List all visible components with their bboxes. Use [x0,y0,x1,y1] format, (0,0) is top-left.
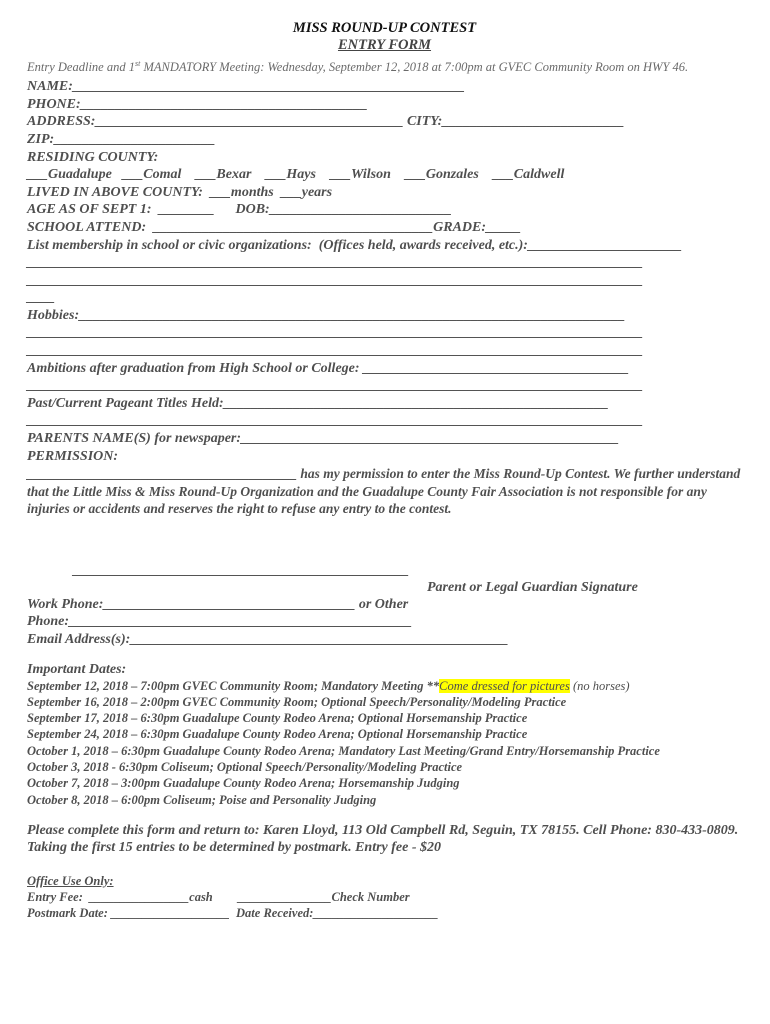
date-item-text: September 12, 2018 – 7:00pm GVEC Community Room; Mandatory Meeting ** [27,678,440,693]
hobbies-line[interactable]: ________________________________________________________________________________________ [27,343,643,359]
entry-fee-field[interactable]: Entry Fee: ________________cash _______________Check Number [27,889,410,904]
residing-county-label: RESIDING COUNTY: [27,149,159,165]
office-use-section [27,873,742,921]
date-item: October 7, 2018 – 3:00pm Guadalupe County Rodeo Arena; Horsemanship Judging [27,776,460,791]
work-phone-field[interactable]: Work Phone:____________________________________ or Other [27,596,409,612]
permission-label: PERMISSION: [27,448,119,464]
guardian-signature-caption: Parent or Legal Guardian Signature [427,579,638,595]
hobbies-line[interactable]: ________________________________________________________________________________________ [27,325,643,341]
membership-field[interactable]: List membership in school or civic organizations: (Offices held, awards received, etc.):______________________ [27,237,682,253]
pageant-titles-line[interactable]: ________________________________________________________________________________________ [27,413,643,429]
lived-in-county-field[interactable]: LIVED IN ABOVE COUNTY: ___months ___years [27,184,333,200]
pageant-titles-field[interactable]: Past/Current Pageant Titles Held:_______________________________________________________ [27,395,609,411]
important-dates [27,661,742,808]
date-item: October 1, 2018 – 6:30pm Guadalupe County Rodeo Arena; Mandatory Last Meeting/Grand Entry/Horsemanship Practice [27,743,660,758]
date-item-note: (no horses) [569,678,630,693]
date-item: October 8, 2018 – 6:00pm Coliseum; Poise and Personality Judging [27,792,377,807]
deadline-superscript: st [134,59,141,68]
other-phone-field[interactable]: Phone:_________________________________________________ [27,614,412,630]
parents-name-field[interactable]: PARENTS NAME(S) for newspaper:______________________________________________________ [27,431,620,447]
school-grade-field[interactable]: SCHOOL ATTEND: ________________________________________GRADE:_____ [27,219,522,235]
signature-area [27,562,742,596]
permission-statement: ________________________________________ has my permission to enter the Miss Round-Up Contest. We further understand that the Little Miss & Miss Round-Up Organization and the Guadalupe County Fair Association is not responsible for any injuries or accidents and reserves the right to refuse any entry to the contest. [27,466,741,517]
age-dob-field[interactable]: AGE AS OF SEPT 1: ________ DOB:__________________________ [27,202,452,218]
office-use-heading: Office Use Only: [27,873,114,888]
postmark-date-field[interactable]: Postmark Date: ___________________ Date Received:____________________ [27,905,439,920]
ambitions-line[interactable]: ________________________________________________________________________________________ [27,378,643,394]
ambitions-field[interactable]: Ambitions after graduation from High School or College: ______________________________________ [27,360,630,376]
date-item: September 17, 2018 – 6:30pm Guadalupe County Rodeo Arena; Optional Horsemanship Practice [27,711,528,726]
hobbies-field[interactable]: Hobbies:______________________________________________________________________________ [27,307,626,323]
date-item: October 3, 2018 - 6:30pm Coliseum; Optional Speech/Personality/Modeling Practice [27,759,463,774]
name-field[interactable]: NAME:________________________________________________________ [27,79,465,95]
phone-field[interactable]: PHONE:_________________________________________ [27,96,368,112]
entry-form-page [27,20,742,921]
guardian-signature-line[interactable]: ________________________________________________ [73,562,409,578]
county-options[interactable]: ___Guadalupe ___Comal ___Bexar ___Hays ___Wilson ___Gonzales ___Caldwell [27,167,565,183]
return-instructions: Please complete this form and return to: Karen Lloyd, 113 Old Campbell Rd, Seguin, TX 78155. Cell Phone: 830-433-0809. Taking the first 15 entries to be determined by postmark. Entry fee - $20 [27,822,739,856]
deadline-notice [27,56,742,75]
deadline-text-start: Entry Deadline and 1 [27,60,135,75]
date-item: September 24, 2018 – 6:30pm Guadalupe County Rodeo Arena; Optional Horsemanship Practice [27,727,528,742]
membership-line[interactable]: ____ [27,290,55,306]
email-field[interactable]: Email Address(s):______________________________________________________ [27,631,509,647]
date-item [27,678,742,694]
date-item: September 16, 2018 – 2:00pm GVEC Community Room; Optional Speech/Personality/Modeling Practice [27,694,567,709]
membership-line[interactable]: ________________________________________________________________________________________ [27,255,643,271]
membership-line[interactable]: ________________________________________________________________________________________ [27,272,643,288]
zip-field[interactable]: ZIP:_______________________ [27,131,216,147]
highlighted-note: Come dressed for pictures [439,678,570,693]
deadline-text-end: MANDATORY Meeting: Wednesday, September 12, 2018 at 7:00pm at GVEC Community Room on HWY 46. [140,60,689,75]
applicant-fields [27,78,742,465]
address-city-field[interactable]: ADDRESS:____________________________________________ CITY:__________________________ [27,114,625,130]
important-dates-heading: Important Dates: [27,661,127,677]
form-title: MISS ROUND-UP CONTEST [292,20,477,36]
form-subtitle: ENTRY FORM [337,37,432,53]
